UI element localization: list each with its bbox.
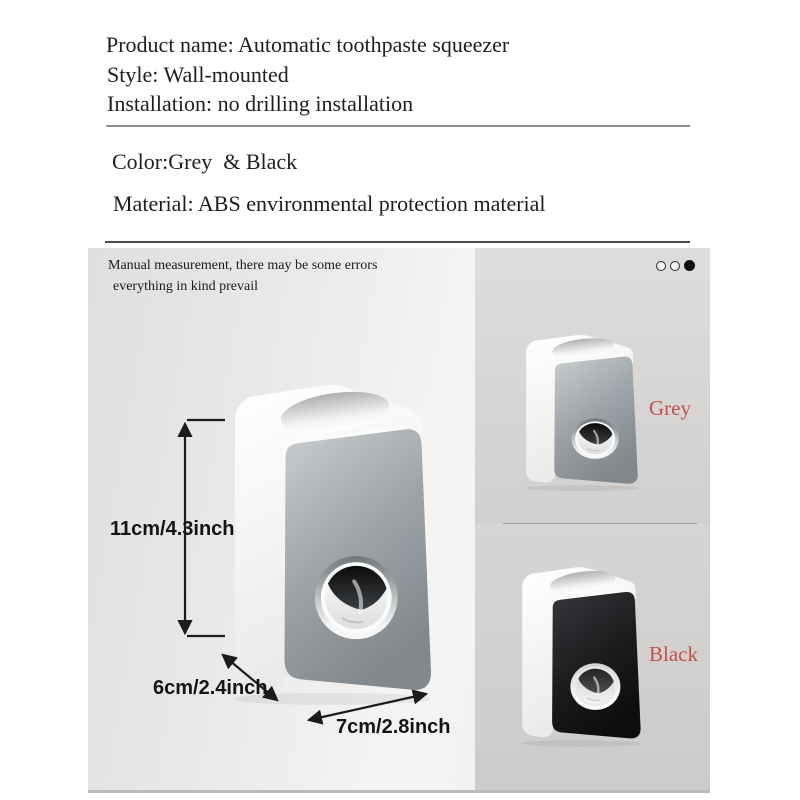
spec-material: Material: ABS environmental protection material [113,191,546,216]
pagination-dot [684,260,695,271]
pagination-dots [656,260,695,271]
gallery-note-line2: everything in kind prevail [113,279,259,294]
main-product-image [233,383,435,707]
gallery-top-rule [105,241,690,243]
pagination-dot [656,261,666,271]
variant-panel-divider [503,523,697,524]
spec-product-name: Product name: Automatic toothpaste squeezer [106,32,510,57]
spec-divider [106,125,690,127]
product-gallery [88,248,710,793]
variant-label-black: Black [649,642,698,666]
spec-installation: Installation: no drilling installation [107,91,414,116]
main-photo-panel [88,248,475,790]
pagination-dot [670,261,680,271]
variant-grey-product-image [525,334,640,492]
spec-color: Color:Grey & Black [112,149,298,174]
spec-style: Style: Wall-mounted [107,62,289,87]
gallery-note-line1: Manual measurement, there may be some errors [108,258,378,273]
variant-column [475,248,710,790]
dimension-height-label: 11cm/4.3inch [110,518,235,540]
variant-black-product-image [521,566,643,748]
dimension-depth-label: 6cm/2.4inch [153,677,268,699]
variant-label-grey: Grey [649,396,691,420]
dimension-width-label: 7cm/2.8inch [336,716,451,738]
